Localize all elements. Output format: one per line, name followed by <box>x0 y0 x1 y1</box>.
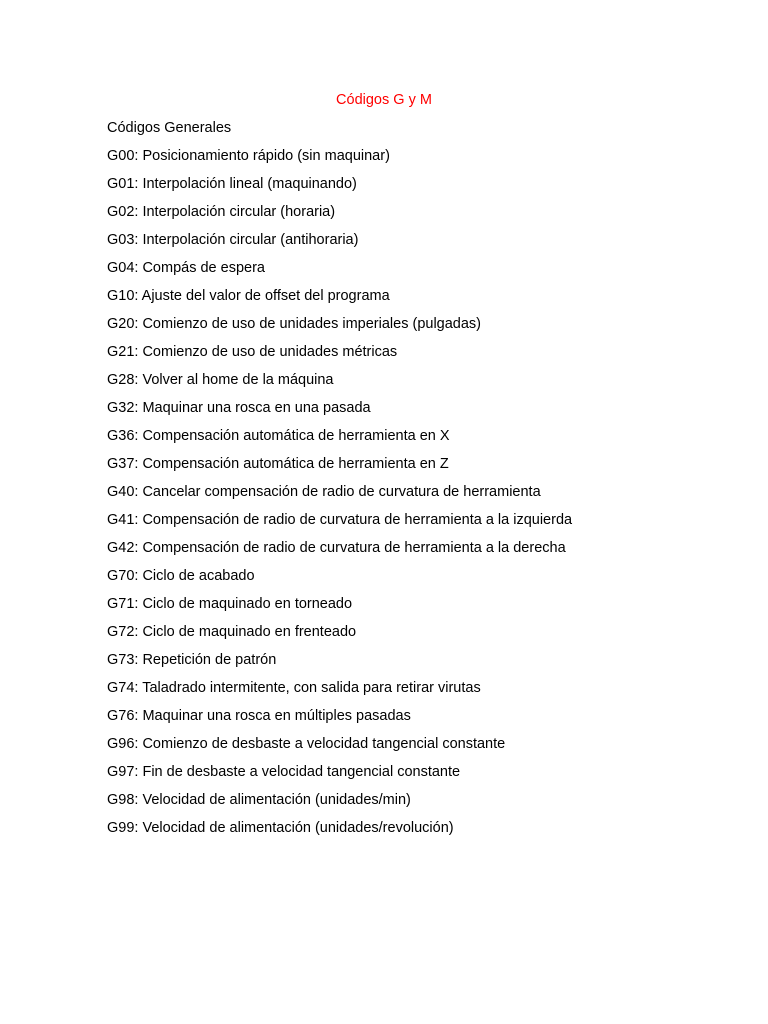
document-title: Códigos G y M <box>336 92 432 108</box>
list-item: G03: Interpolación circular (antihoraria) <box>107 232 359 248</box>
list-item: G02: Interpolación circular (horaria) <box>107 204 336 220</box>
list-item: G76: Maquinar una rosca en múltiples pasadas <box>107 708 411 724</box>
list-item: G36: Compensación automática de herramienta en X <box>107 428 450 444</box>
list-item: G74: Taladrado intermitente, con salida para retirar virutas <box>107 680 481 696</box>
list-item: G73: Repetición de patrón <box>107 652 277 668</box>
list-item: G98: Velocidad de alimentación (unidades/min) <box>107 792 411 808</box>
list-item: G71: Ciclo de maquinado en torneado <box>107 596 353 612</box>
list-item: G10: Ajuste del valor de offset del programa <box>107 288 390 304</box>
list-item: G37: Compensación automática de herramienta en Z <box>107 456 449 472</box>
list-item: G32: Maquinar una rosca en una pasada <box>107 400 371 416</box>
list-item: G28: Volver al home de la máquina <box>107 372 334 388</box>
list-item: G01: Interpolación lineal (maquinando) <box>107 176 357 192</box>
list-item: G72: Ciclo de maquinado en frenteado <box>107 624 357 640</box>
list-item: G99: Velocidad de alimentación (unidades/revolución) <box>107 820 454 836</box>
code-list <box>107 146 572 846</box>
list-item: G41: Compensación de radio de curvatura de herramienta a la izquierda <box>107 512 573 528</box>
list-item: G04: Compás de espera <box>107 260 265 276</box>
list-item: G20: Comienzo de uso de unidades imperiales (pulgadas) <box>107 316 481 332</box>
list-item: G96: Comienzo de desbaste a velocidad tangencial constante <box>107 736 506 752</box>
list-item: G70: Ciclo de acabado <box>107 568 255 584</box>
section-heading: Códigos Generales <box>107 120 232 136</box>
list-item: G00: Posicionamiento rápido (sin maquinar) <box>107 148 390 164</box>
list-item: G21: Comienzo de uso de unidades métricas <box>107 344 398 360</box>
list-item: G97: Fin de desbaste a velocidad tangencial constante <box>107 764 461 780</box>
list-item: G42: Compensación de radio de curvatura de herramienta a la derecha <box>107 540 566 556</box>
list-item: G40: Cancelar compensación de radio de curvatura de herramienta <box>107 484 541 500</box>
